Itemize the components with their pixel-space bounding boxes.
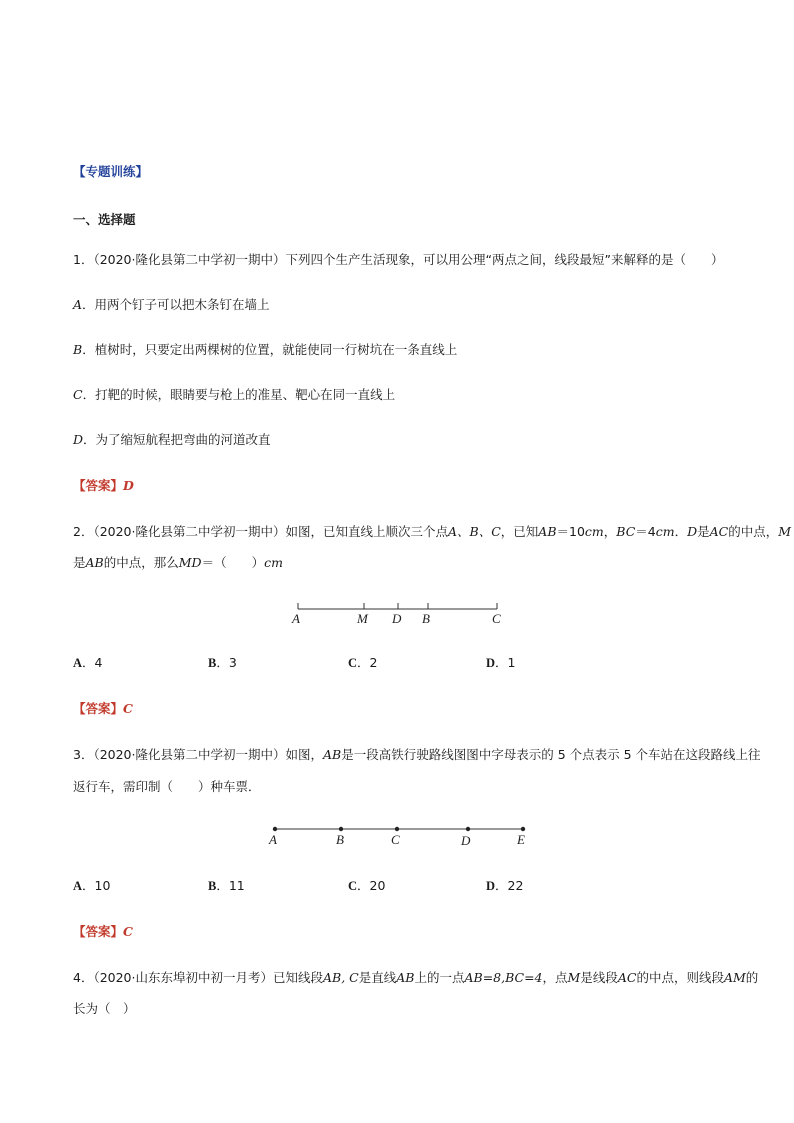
- q2-stem-line2: 是AB的中点，那么MD＝（ ）cm: [73, 555, 283, 570]
- q3-label-e: E: [517, 832, 525, 847]
- q3-option-a: A．10: [73, 878, 111, 893]
- q1-option-b: B．植树时，只要定出两棵树的位置，就能使同一行树坑在一条直线上: [73, 342, 458, 357]
- q3-station-d: [466, 827, 470, 831]
- q1-option-a: A．用两个钉子可以把木条钉在墙上: [73, 297, 270, 312]
- q4-stem-line1: 4．（2020·山东东埠初中初一月考）已知线段AB, C是直线AB上的一点AB=8,BC=4，点M是线段AC的中点，则线段AM的: [73, 970, 759, 985]
- q3-stem-line2: 返行车，需印制（ ）种车票．: [73, 779, 261, 794]
- q3-station-a: [273, 827, 277, 831]
- q2-stem-line1: 2．（2020·隆化县第二中学初一期中）如图，已知直线上顺次三个点A、B、C，已知AB＝10cm，BC＝4cm．D是AC的中点，M: [73, 524, 792, 539]
- q1-answer: 【答案】D: [73, 478, 134, 493]
- q3-label-b: B: [336, 832, 344, 847]
- q2-option-c: C．2: [348, 655, 378, 670]
- q2-option-d: D．1: [486, 655, 516, 670]
- q4-stem-line2: 长为（ ）: [73, 1001, 136, 1016]
- q3-answer: 【答案】C: [73, 924, 133, 939]
- q2-label-d: D: [392, 611, 402, 626]
- q2-option-a: A．4: [73, 655, 103, 670]
- q3-stem-line1: 3．（2020·隆化县第二中学初一期中）如图，AB是一段高铁行驶路线图图中字母表示的 5 个点表示 5 个车站在这段路线上往: [73, 747, 761, 762]
- q1-option-c: C．打靶的时候，眼睛要与枪上的准星、靶心在同一直线上: [73, 387, 396, 402]
- q1-stem: 1．（2020·隆化县第二中学初一期中）下列四个生产生活现象，可以用公理“两点之间，线段最短”来解释的是（ ）: [73, 252, 724, 267]
- q3-station-e: [521, 827, 525, 831]
- q2-label-m: M: [357, 611, 368, 626]
- q3-option-b: B．11: [208, 878, 245, 893]
- section-title: 【专题训练】: [73, 164, 149, 179]
- q2-option-b: B．3: [208, 655, 237, 670]
- q3-label-d: D: [461, 833, 471, 848]
- q2-label-b: B: [422, 611, 430, 626]
- q2-answer: 【答案】C: [73, 701, 133, 716]
- q3-label-c: C: [391, 832, 400, 847]
- q2-label-a: A: [292, 611, 300, 626]
- q3-label-a: A: [269, 832, 277, 847]
- q3-option-c: C．20: [348, 878, 386, 893]
- q1-option-d: D．为了缩短航程把弯曲的河道改直: [73, 432, 271, 447]
- q3-option-d: D．22: [486, 878, 524, 893]
- part-heading: 一、选择题: [73, 212, 136, 227]
- q2-label-c: C: [492, 611, 501, 626]
- q3-station-c: [395, 827, 399, 831]
- q3-station-b: [339, 827, 343, 831]
